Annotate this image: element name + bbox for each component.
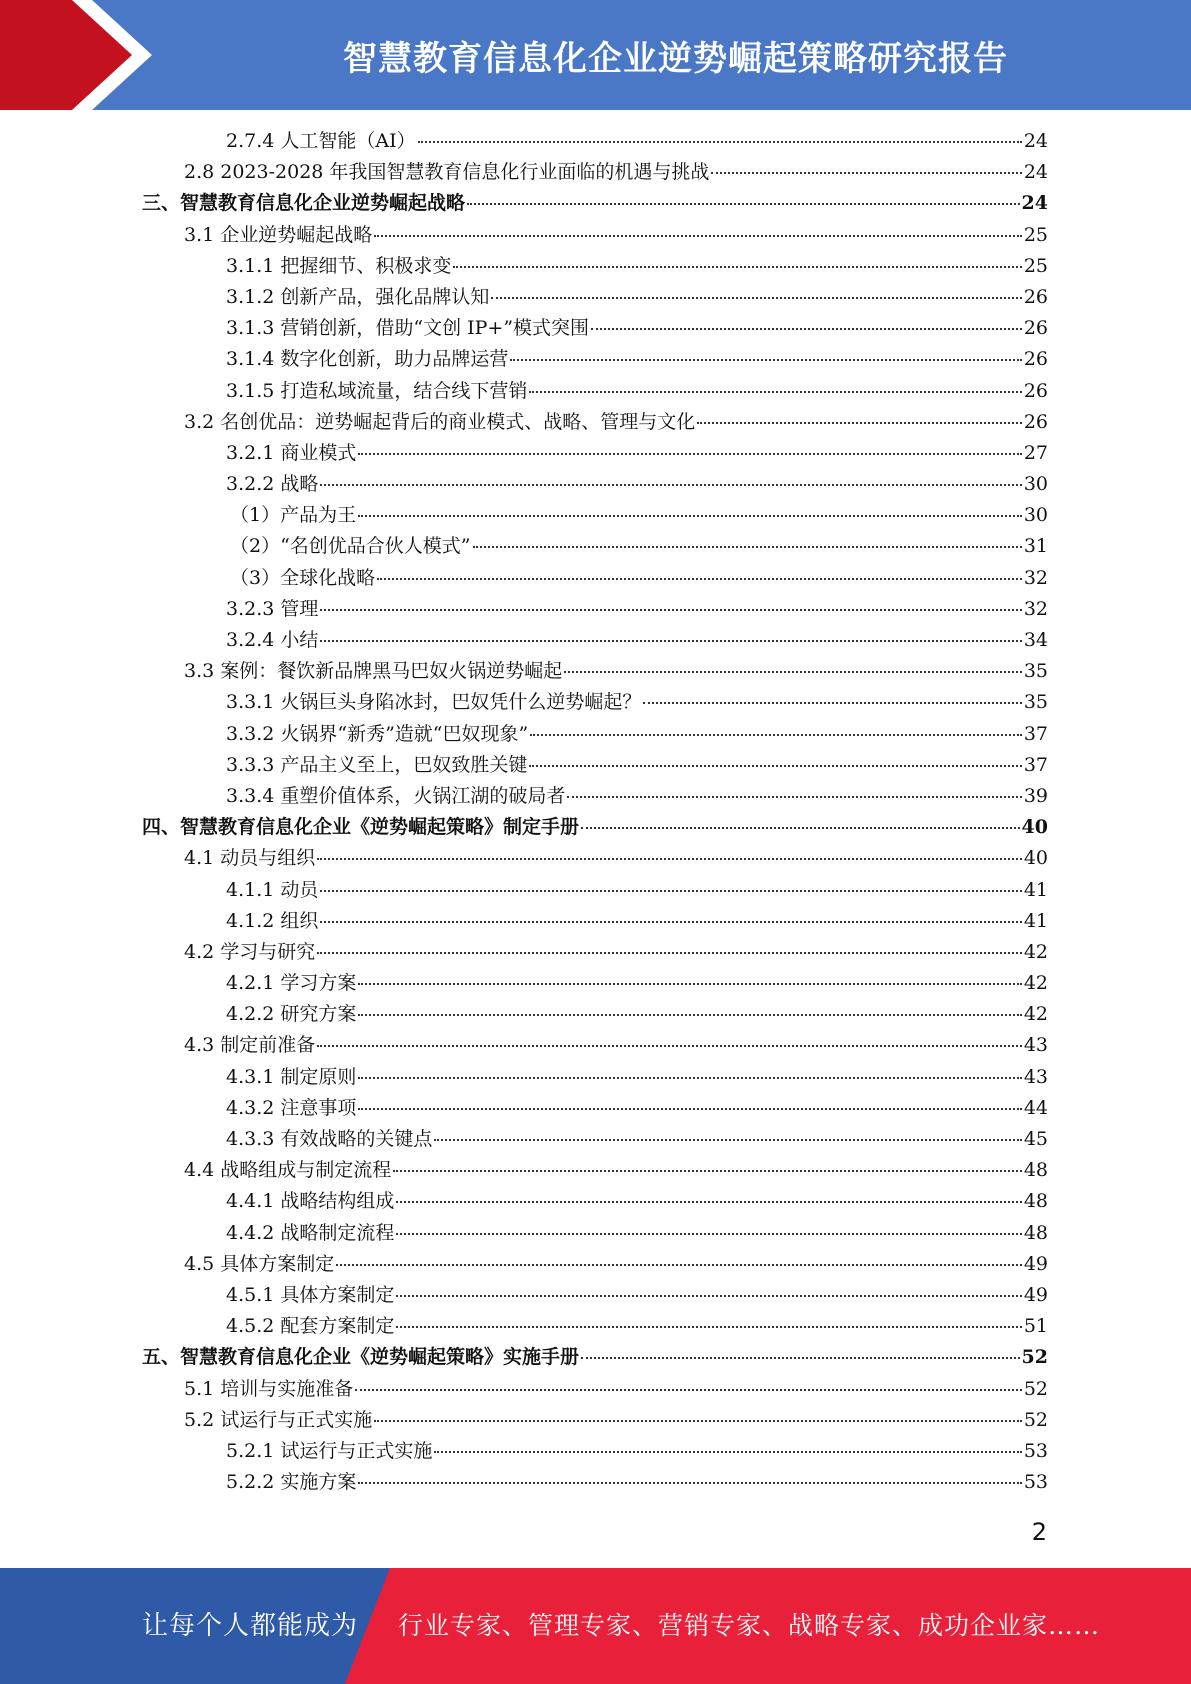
toc-entry[interactable] bbox=[142, 999, 1048, 1030]
toc-entry-page: 27 bbox=[1023, 441, 1048, 464]
toc-entry-page: 42 bbox=[1023, 940, 1048, 963]
toc-entry[interactable] bbox=[142, 376, 1048, 407]
toc-entry-title: 3.1.2 创新产品，强化品牌认知 bbox=[226, 285, 490, 308]
toc-entry-title: 4.3 制定前准备 bbox=[184, 1034, 316, 1057]
toc-leader-dots bbox=[396, 1326, 1021, 1328]
toc-entry-page: 30 bbox=[1023, 504, 1048, 527]
toc-leader-dots bbox=[396, 1201, 1021, 1203]
toc-leader-dots bbox=[358, 515, 1022, 517]
toc-entry-title: 三、智慧教育信息化企业逆势崛起战略 bbox=[142, 192, 466, 215]
toc-leader-dots bbox=[393, 1170, 1022, 1172]
toc-entry-page: 49 bbox=[1023, 1283, 1048, 1306]
toc-entry[interactable] bbox=[142, 875, 1048, 906]
toc-leader-dots bbox=[396, 1295, 1021, 1297]
toc-entry[interactable] bbox=[142, 1311, 1048, 1342]
toc-entry-title: 3.1.5 打造私域流量，结合线下营销 bbox=[226, 379, 528, 402]
toc-leader-dots bbox=[374, 1420, 1022, 1422]
toc-leader-dots bbox=[711, 172, 1021, 174]
toc-entry-page: 24 bbox=[1021, 192, 1048, 215]
toc-entry-title: 3.2.3 管理 bbox=[226, 597, 319, 620]
toc-entry-title: 4.4.2 战略制定流程 bbox=[226, 1221, 395, 1244]
toc-entry-title: 2.7.4 人工智能（AI） bbox=[226, 130, 416, 152]
toc-entry[interactable] bbox=[142, 1436, 1048, 1467]
toc-entry-page: 30 bbox=[1023, 473, 1048, 496]
toc-entry-page: 42 bbox=[1023, 1003, 1048, 1026]
toc-entry-page: 34 bbox=[1023, 629, 1048, 651]
toc-entry[interactable] bbox=[142, 1030, 1048, 1061]
toc-leader-dots bbox=[530, 734, 1022, 736]
toc-leader-dots bbox=[320, 921, 1021, 923]
toc-entry-page: 42 bbox=[1023, 972, 1048, 995]
toc-entry[interactable] bbox=[142, 407, 1048, 438]
toc-entry[interactable] bbox=[142, 188, 1048, 219]
toc-leader-dots bbox=[467, 203, 1020, 205]
toc-entry[interactable] bbox=[142, 157, 1048, 188]
toc-entry[interactable] bbox=[142, 1405, 1048, 1436]
toc-entry-title: 4.2.2 研究方案 bbox=[226, 1003, 357, 1026]
toc-entry-page: 25 bbox=[1023, 254, 1048, 277]
toc-entry[interactable] bbox=[142, 843, 1048, 874]
toc-entry-title: 5.1 培训与实施准备 bbox=[184, 1377, 354, 1400]
toc-entry[interactable] bbox=[142, 781, 1048, 812]
toc-entry-page: 48 bbox=[1023, 1190, 1048, 1213]
toc-entry-title: 3.1.3 营销创新，借助“文创 IP+”模式突围 bbox=[226, 317, 590, 340]
toc-leader-dots bbox=[358, 1108, 1021, 1110]
toc-entry-title: 四、智慧教育信息化企业《逆势崛起策略》制定手册 bbox=[142, 816, 580, 839]
toc-entry-title: 5.2.1 试运行与正式实施 bbox=[226, 1439, 433, 1462]
toc-entry-page: 26 bbox=[1023, 410, 1048, 433]
toc-entry[interactable] bbox=[142, 906, 1048, 937]
toc-entry-title: 4.2.1 学习方案 bbox=[226, 972, 357, 995]
toc-entry[interactable] bbox=[142, 656, 1048, 687]
toc-entry[interactable] bbox=[142, 750, 1048, 781]
toc-leader-dots bbox=[418, 141, 1022, 143]
toc-leader-dots bbox=[320, 890, 1021, 892]
toc-entry-page: 40 bbox=[1023, 847, 1048, 870]
toc-leader-dots bbox=[320, 609, 1021, 611]
toc-leader-dots bbox=[317, 952, 1022, 954]
toc-leader-dots bbox=[317, 1045, 1022, 1047]
toc-entry-title: 3.3.1 火锅巨头身陷冰封，巴奴凭什么逆势崛起？ bbox=[226, 691, 642, 714]
toc-leader-dots bbox=[473, 546, 1022, 548]
toc-entry-page: 48 bbox=[1023, 1159, 1048, 1182]
toc-entry[interactable] bbox=[142, 1062, 1048, 1093]
toc-entry[interactable] bbox=[142, 625, 1048, 656]
toc-leader-dots bbox=[396, 1233, 1021, 1235]
toc-entry-title: 3.2 名创优品：逆势崛起背后的商业模式、战略、管理与文化 bbox=[184, 410, 696, 433]
toc-leader-dots bbox=[358, 1014, 1021, 1016]
toc-entry-page: 41 bbox=[1023, 909, 1048, 932]
toc-entry[interactable] bbox=[142, 1093, 1048, 1124]
footer-slogan-right: 行业专家、管理专家、营销专家、战略专家、成功企业家…… bbox=[398, 1611, 1101, 1640]
toc-entry[interactable] bbox=[142, 313, 1048, 344]
toc-leader-dots bbox=[336, 1264, 1022, 1266]
toc-entry[interactable] bbox=[142, 438, 1048, 469]
toc-leader-dots bbox=[434, 1139, 1021, 1141]
toc-entry-title: 3.3.4 重塑价值体系，火锅江湖的破局者 bbox=[226, 784, 566, 807]
toc-entry-title: 五、智慧教育信息化企业《逆势崛起策略》实施手册 bbox=[142, 1346, 580, 1369]
toc-leader-dots bbox=[529, 391, 1021, 393]
toc-leader-dots bbox=[529, 765, 1021, 767]
toc-entry-title: 3.3 案例：餐饮新品牌黑马巴奴火锅逆势崛起 bbox=[184, 660, 563, 683]
toc-entry-title: 5.2.2 实施方案 bbox=[226, 1471, 357, 1494]
toc-entry[interactable] bbox=[142, 344, 1048, 375]
toc-entry-page: 26 bbox=[1023, 348, 1048, 371]
toc-entry-page: 25 bbox=[1023, 223, 1048, 246]
toc-entry-title: 4.4.1 战略结构组成 bbox=[226, 1190, 395, 1213]
toc-entry[interactable] bbox=[142, 1374, 1048, 1405]
header-red-chevron bbox=[0, 0, 140, 110]
report-title: 智慧教育信息化企业逆势崛起策略研究报告 bbox=[343, 38, 1008, 79]
toc-entry-page: 52 bbox=[1023, 1377, 1048, 1400]
toc-entry-page: 32 bbox=[1023, 566, 1048, 589]
toc-entry[interactable] bbox=[142, 126, 1048, 157]
toc-entry[interactable] bbox=[142, 1186, 1048, 1217]
toc-leader-dots bbox=[374, 235, 1022, 237]
toc-entry-title: 4.2 学习与研究 bbox=[184, 940, 316, 963]
toc-entry[interactable] bbox=[142, 1124, 1048, 1155]
toc-entry-page: 53 bbox=[1023, 1439, 1048, 1462]
toc-entry-title: 4.4 战略组成与制定流程 bbox=[184, 1159, 392, 1182]
toc-entry[interactable] bbox=[142, 469, 1048, 500]
toc-entry-page: 26 bbox=[1023, 317, 1048, 340]
toc-entry[interactable] bbox=[142, 220, 1048, 251]
toc-leader-dots bbox=[453, 266, 1021, 268]
toc-entry[interactable] bbox=[142, 563, 1048, 594]
toc-entry-title: 4.5 具体方案制定 bbox=[184, 1252, 335, 1275]
toc-entry[interactable] bbox=[142, 1218, 1048, 1249]
toc-entry-page: 39 bbox=[1023, 784, 1048, 807]
toc-leader-dots bbox=[581, 1357, 1020, 1359]
toc-leader-dots bbox=[491, 297, 1021, 299]
toc-entry-page: 43 bbox=[1023, 1065, 1048, 1088]
toc-entry-page: 41 bbox=[1023, 878, 1048, 901]
toc-entry-page: 53 bbox=[1023, 1471, 1048, 1494]
toc-leader-dots bbox=[358, 453, 1021, 455]
page-header bbox=[0, 0, 1191, 110]
toc-entry-title: 2.8 2023-2028 年我国智慧教育信息化行业面临的机遇与挑战 bbox=[184, 161, 710, 184]
toc-leader-dots bbox=[355, 1389, 1022, 1391]
toc-entry-title: 4.1 动员与组织 bbox=[184, 847, 316, 870]
toc-entry-page: 40 bbox=[1021, 816, 1048, 839]
toc-leader-dots bbox=[377, 578, 1022, 580]
toc-entry-page: 43 bbox=[1023, 1034, 1048, 1057]
toc-entry-title: 3.1.1 把握细节、积极求变 bbox=[226, 254, 452, 277]
toc-entry-page: 24 bbox=[1023, 130, 1048, 152]
toc-leader-dots bbox=[358, 983, 1021, 985]
toc-entry-page: 32 bbox=[1023, 597, 1048, 620]
toc-entry[interactable] bbox=[142, 251, 1048, 282]
toc-entry-title: 3.1 企业逆势崛起战略 bbox=[184, 223, 373, 246]
toc-entry-title: 4.1.2 组织 bbox=[226, 909, 319, 932]
toc-leader-dots bbox=[643, 702, 1021, 704]
toc-entry-page: 35 bbox=[1023, 691, 1048, 714]
toc-entry-title: 4.5.1 具体方案制定 bbox=[226, 1283, 395, 1306]
toc-entry-title: 4.3.3 有效战略的关键点 bbox=[226, 1128, 433, 1150]
toc-leader-dots bbox=[434, 1451, 1021, 1453]
toc-entry[interactable] bbox=[142, 1155, 1048, 1186]
page-footer bbox=[0, 1568, 1191, 1684]
toc-entry[interactable] bbox=[142, 1280, 1048, 1311]
toc-leader-dots bbox=[358, 1077, 1021, 1079]
toc-entry-title: 4.5.2 配套方案制定 bbox=[226, 1315, 395, 1338]
toc-leader-dots bbox=[320, 640, 1021, 642]
toc-leader-dots bbox=[358, 1482, 1021, 1484]
toc-leader-dots bbox=[510, 359, 1021, 361]
toc-entry-page: 35 bbox=[1023, 660, 1048, 683]
toc-leader-dots bbox=[317, 858, 1022, 860]
toc-entry-title: 3.2.2 战略 bbox=[226, 473, 319, 496]
toc-entry-title: 3.2.1 商业模式 bbox=[226, 441, 357, 464]
toc-leader-dots bbox=[591, 328, 1022, 330]
toc-entry-title: 3.1.4 数字化创新，助力品牌运营 bbox=[226, 348, 509, 371]
toc-entry-title: （2）“名创优品合伙人模式” bbox=[230, 535, 471, 558]
toc-entry[interactable] bbox=[142, 594, 1048, 625]
toc-entry-page: 44 bbox=[1023, 1096, 1048, 1119]
toc-entry[interactable] bbox=[142, 282, 1048, 313]
toc-entry[interactable] bbox=[142, 1342, 1048, 1373]
toc-entry-page: 31 bbox=[1023, 535, 1048, 558]
toc-entry[interactable] bbox=[142, 1467, 1048, 1498]
toc-entry-title: 4.1.1 动员 bbox=[226, 878, 319, 901]
toc-entry-page: 48 bbox=[1023, 1221, 1048, 1244]
toc-entry-title: 3.2.4 小结 bbox=[226, 629, 319, 651]
page-number: 2 bbox=[1031, 1518, 1047, 1546]
toc-entry[interactable] bbox=[142, 937, 1048, 968]
toc-entry-page: 26 bbox=[1023, 285, 1048, 308]
toc-entry-page: 49 bbox=[1023, 1252, 1048, 1275]
toc-leader-dots bbox=[564, 671, 1022, 673]
toc-entry[interactable] bbox=[142, 968, 1048, 999]
toc-entry-page: 37 bbox=[1023, 722, 1048, 745]
footer-slogan-left: 让每个人都能成为 bbox=[142, 1611, 359, 1641]
toc-entry-title: （1）产品为王 bbox=[230, 504, 357, 527]
toc-leader-dots bbox=[581, 827, 1020, 829]
toc-entry-page: 26 bbox=[1023, 379, 1048, 402]
toc-leader-dots bbox=[697, 422, 1022, 424]
toc-entry[interactable] bbox=[142, 1249, 1048, 1280]
toc-entry[interactable] bbox=[142, 719, 1048, 750]
toc-entry[interactable] bbox=[142, 531, 1048, 562]
toc-leader-dots bbox=[320, 484, 1021, 486]
table-of-contents bbox=[142, 126, 1048, 1498]
toc-entry-page: 37 bbox=[1023, 753, 1048, 776]
toc-entry-title: （3）全球化战略 bbox=[230, 566, 376, 589]
toc-entry-title: 5.2 试运行与正式实施 bbox=[184, 1408, 373, 1431]
toc-entry[interactable] bbox=[142, 812, 1048, 843]
toc-entry-title: 3.3.3 产品主义至上，巴奴致胜关键 bbox=[226, 753, 528, 776]
toc-leader-dots bbox=[567, 796, 1021, 798]
toc-entry-page: 51 bbox=[1023, 1315, 1048, 1338]
toc-entry[interactable] bbox=[142, 687, 1048, 718]
toc-entry-title: 4.3.1 制定原则 bbox=[226, 1065, 357, 1088]
toc-entry-page: 52 bbox=[1023, 1408, 1048, 1431]
toc-entry-page: 52 bbox=[1021, 1346, 1048, 1369]
toc-entry-title: 4.3.2 注意事项 bbox=[226, 1096, 357, 1119]
toc-entry-page: 24 bbox=[1023, 161, 1048, 184]
toc-entry-title: 3.3.2 火锅界“新秀”造就“巴奴现象” bbox=[226, 722, 529, 745]
toc-entry[interactable] bbox=[142, 500, 1048, 531]
toc-entry-page: 45 bbox=[1023, 1128, 1048, 1150]
